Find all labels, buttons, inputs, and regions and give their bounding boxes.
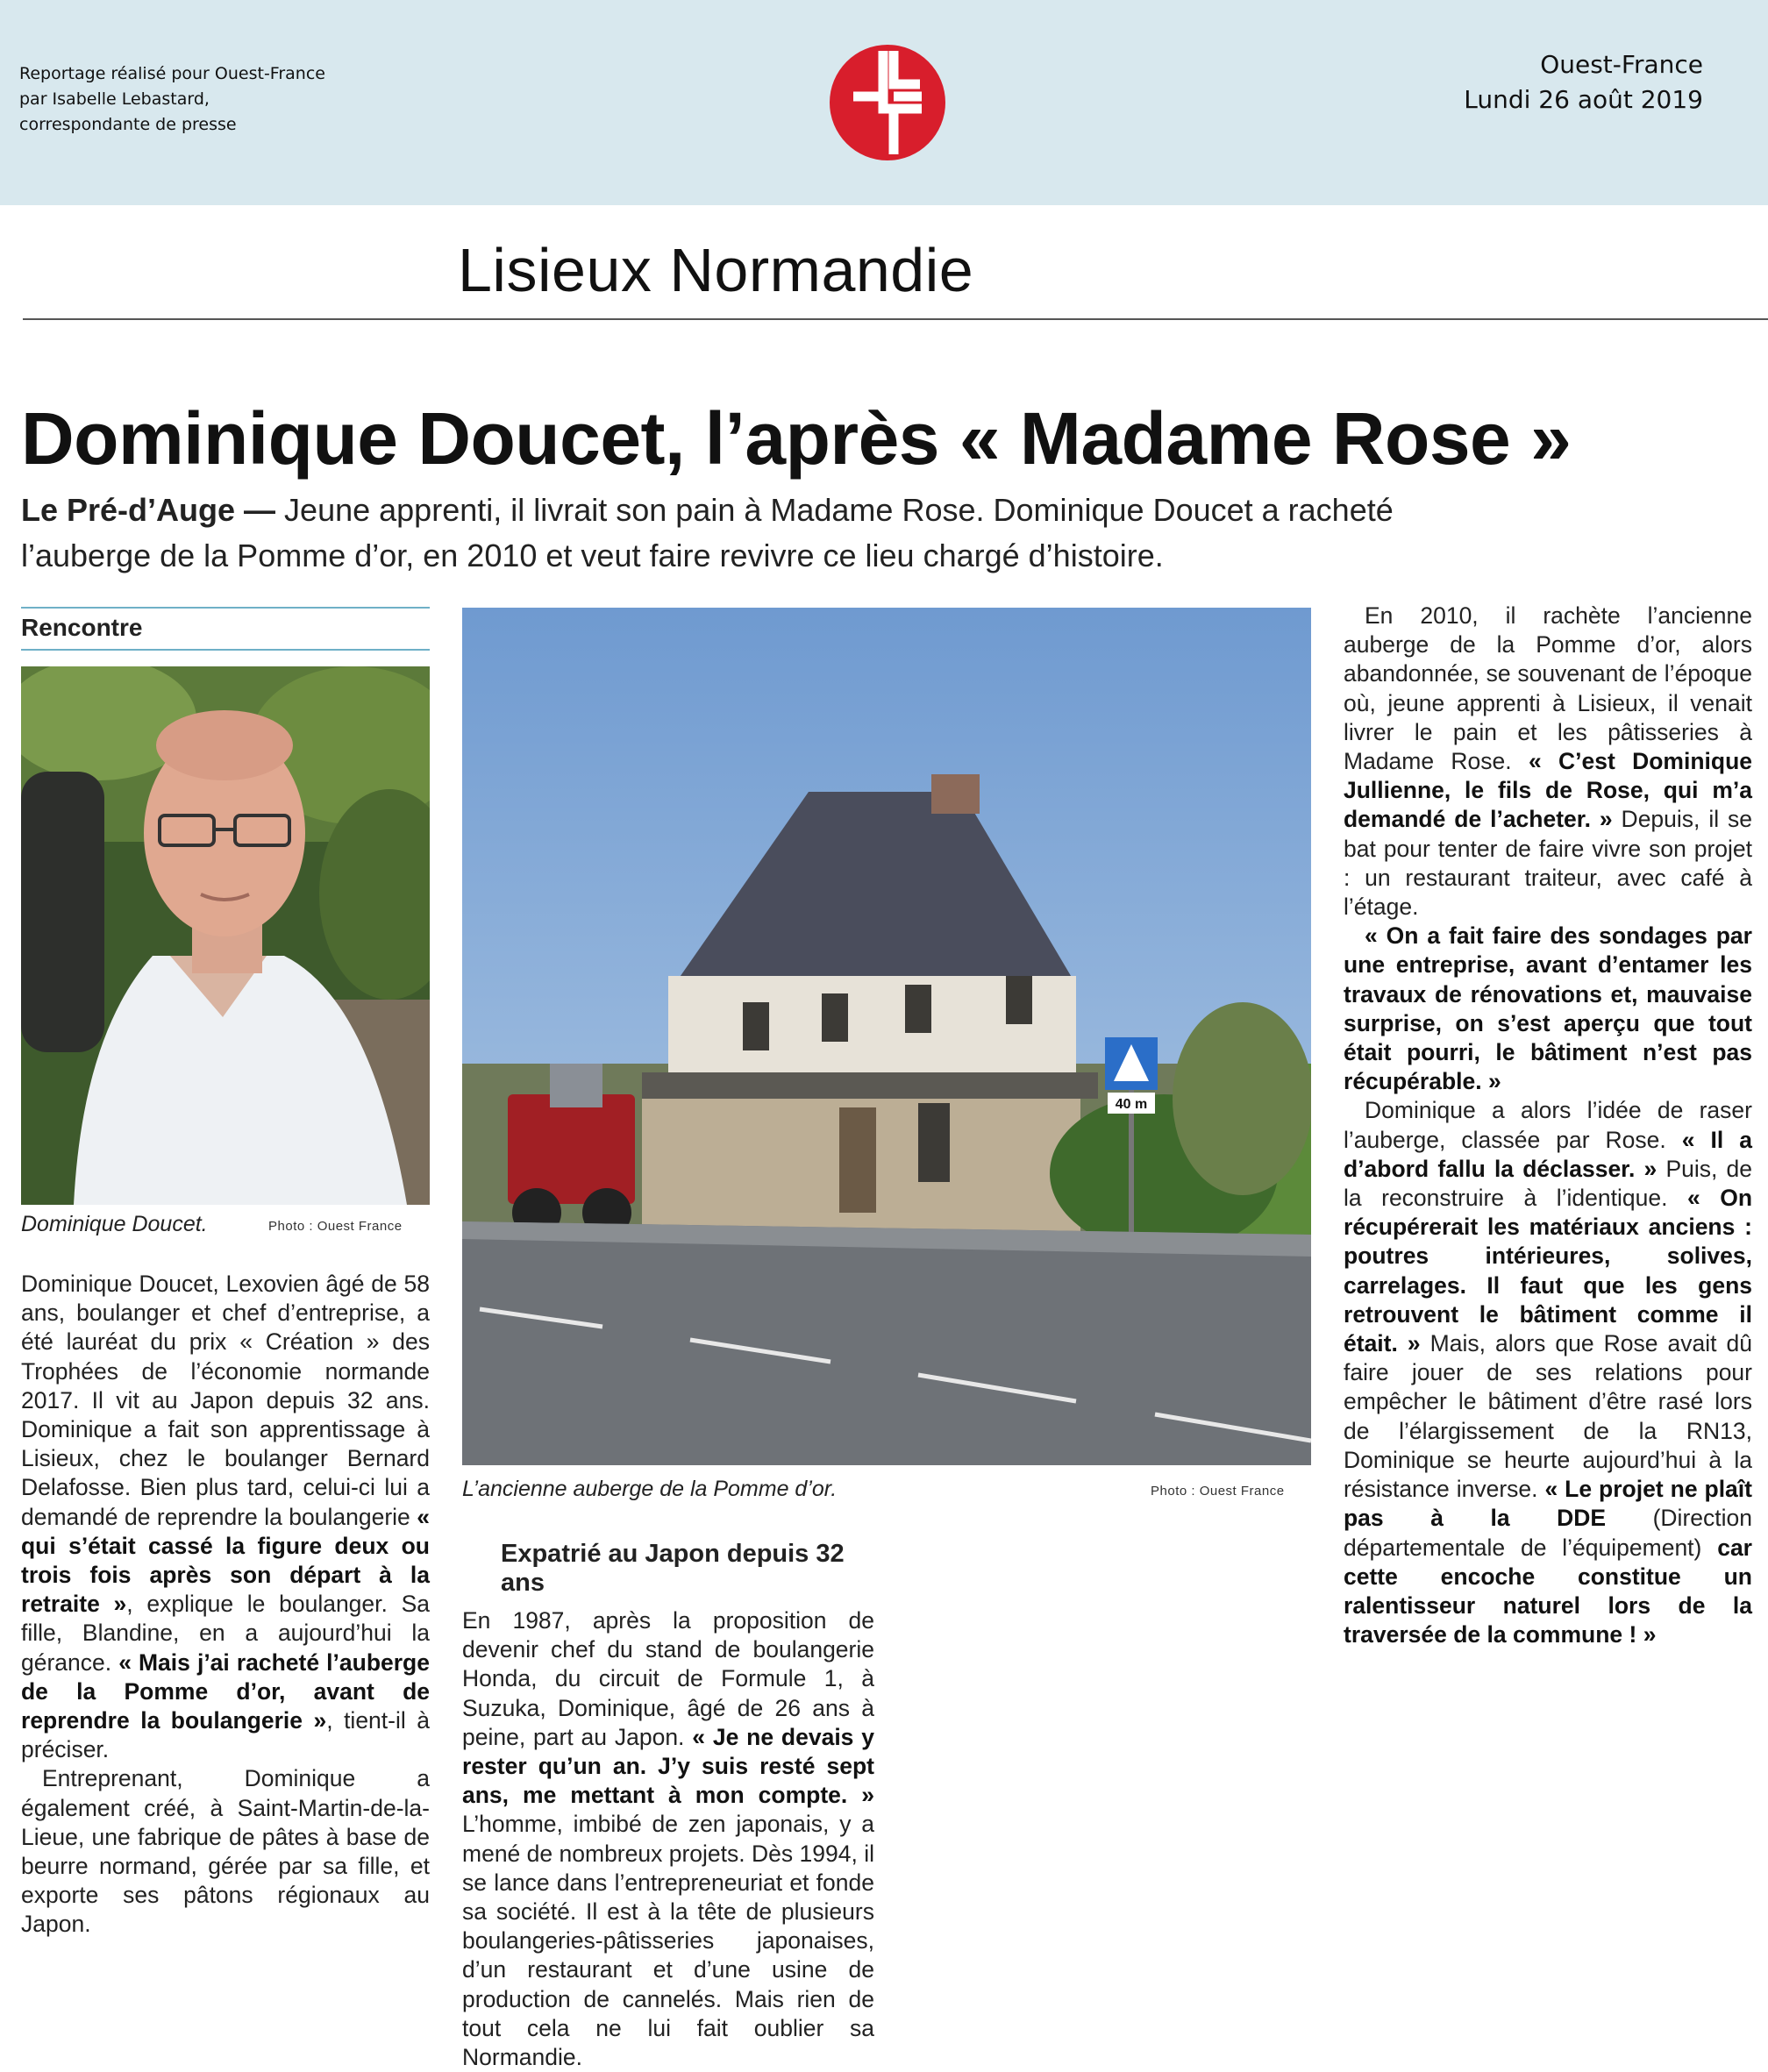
paragraph	[1344, 1096, 1752, 1649]
inn-photo	[462, 608, 1311, 1465]
header-banner	[0, 0, 1768, 205]
section-divider	[23, 318, 1768, 320]
quote: « On a fait faire des sondages par une entreprise, avant d’entamer les travaux de rénovations et, mauvaise surprise, on s’est aperçu que tout était pourri, le bâtiment n’est pas récupérable. »	[1344, 922, 1752, 1095]
publication-info	[1464, 47, 1703, 117]
credit-line: Reportage réalisé pour Ouest-France	[19, 64, 325, 83]
text-run: Dominique Doucet, Lexovien âgé de 58 ans, boulanger et chef d’entreprise, a été lauréat du prix « Création » des Trophées de l’économie normande 2017. Il vit au Japon depuis 32 ans. Dominique a fait son apprentissage à Lisieux, chez le boulanger Bernard Delafosse. Bien plus tard, celui-ci lui a demandé de reprendre la boulangerie	[21, 1271, 430, 1530]
text-run: , explique le boulanger. Sa fille, Blandine, en a aujourd’hui la gérance.	[21, 1591, 430, 1676]
text-run: En 1987, après la proposition de devenir chef du stand de boulangerie Honda, du circuit de Formule 1, à Suzuka, Dominique, âgé de 26 ans à peine, part au Japon.	[462, 1607, 874, 1750]
section-title: Lisieux Normandie	[458, 236, 974, 304]
paragraph	[21, 1270, 430, 1764]
article-lead	[21, 488, 1468, 579]
text-run: Mais, alors que Rose avait dû faire jouer de ses relations pour empêcher le bâtiment d’être rasé lors de l’élargissement de la RN13, Dominique se heurte aujourd’hui à la résistance inverse.	[1344, 1330, 1752, 1503]
article-column-3	[902, 1533, 1310, 1562]
ouest-france-logo-icon	[829, 44, 946, 161]
article-headline: Dominique Doucet, l’après « Madame Rose »	[21, 397, 1572, 480]
publication-name: Ouest-France	[1540, 50, 1703, 79]
publication-date: Lundi 26 août 2019	[1464, 85, 1703, 114]
paragraph	[462, 1606, 874, 2072]
credit-line: correspondante de presse	[19, 115, 237, 134]
quote: car cette encoche constitue un ralentisseur naturel lors de la traversée de la commune ! »	[1344, 1534, 1752, 1648]
tag-rule-bottom	[21, 649, 430, 651]
paragraph	[1344, 602, 1752, 922]
text-run: , tient-il à préciser.	[21, 1707, 430, 1763]
report-credit	[19, 61, 325, 138]
inn-credit: Photo : Ouest France	[1151, 1484, 1285, 1499]
portrait-credit: Photo : Ouest France	[268, 1219, 403, 1234]
paragraph	[1344, 922, 1752, 1096]
quote: « Il a d’abord fallu la déclasser. »	[1344, 1126, 1752, 1182]
quote: « Mais j’ai racheté l’auberge de la Pomme d’or, avant de reprendre la boulangerie »	[21, 1648, 430, 1734]
quote: « qui s’était cassé la figure deux ou trois fois après son départ à la retraite »	[21, 1503, 430, 1618]
sign-distance-label: 40 m	[1115, 1097, 1148, 1112]
rubric-tag: Rencontre	[21, 614, 143, 641]
quote: « C’est Dominique Jullienne, le fils de Rose, qui m’a demandé de l’acheter. »	[1344, 748, 1752, 833]
article-column-1	[21, 1270, 430, 1940]
quote: « Le projet ne plaît pas à la DDE	[1344, 1476, 1752, 1532]
lead-text: Jeune apprenti, il livrait son pain à Madame Rose. Dominique Doucet a racheté l’auberge de la Pomme d’or, en 2010 et veut faire revivre ce lieu chargé d’histoire.	[21, 492, 1394, 573]
tag-rule-top	[21, 607, 430, 609]
text-run: (Direction départementale de l’équipement)	[1344, 1505, 1752, 1561]
subheading: Expatrié au Japon depuis 32 ans	[501, 1540, 845, 1597]
credit-line: par Isabelle Lebastard,	[19, 89, 210, 109]
text-run: L’homme, imbibé de zen japonais, y a mené de nombreux projets. Dès 1994, il se lance dans l’entrepreneuriat et fonde sa société. Il est à la tête de plusieurs boulangeries-pâtisseries japonaises, d’un restaurant et d’une usine de production de cannelés. Mais rien de tout cela ne lui fait oublier sa Normandie.	[462, 1811, 874, 2071]
inn-caption: L’ancienne auberge de la Pomme d’or.	[462, 1477, 838, 1501]
text-run: En 2010, il rachète l’ancienne auberge de la Pomme d’or, alors abandonnée, se souvenant de l’époque où, jeune apprenti à Lisieux, il venait livrer le pain et les pâtisseries à Madame Rose.	[1344, 602, 1752, 775]
article-column-2	[462, 1533, 874, 2072]
quote: « Je ne devais y rester qu’un an. J’y suis resté sept ans, me mettant à mon compte. »	[462, 1723, 874, 1809]
paragraph: Entreprenant, Dominique a également créé, à Saint-Martin-de-la-Lieue, une fabrique de pâtes à base de beurre normand, gérée par sa fille, et exporte ses pâtons régionaux au Japon.	[21, 1765, 430, 1938]
text-run: Dominique a alors l’idée de raser l’auberge, classée par Rose.	[1344, 1097, 1752, 1153]
portrait-photo	[21, 666, 430, 1205]
portrait-caption: Dominique Doucet.	[21, 1212, 208, 1236]
text-run: Depuis, il se bat pour tenter de faire vivre son projet : un restaurant traiteur, avec café à l’étage.	[1344, 806, 1752, 921]
paragraph	[902, 1533, 1310, 1562]
lead-location: Le Pré-d’Auge —	[21, 492, 276, 528]
quote: « On récupérerait les matériaux anciens : poutres intérieures, solives, carrelages. Il faut que les gens retrouvent le bâtiment comme il était. »	[1344, 1185, 1753, 1357]
article-column-4	[1344, 602, 1752, 1649]
text-run: Puis, de la reconstruire à l’identique.	[1344, 1155, 1752, 1212]
